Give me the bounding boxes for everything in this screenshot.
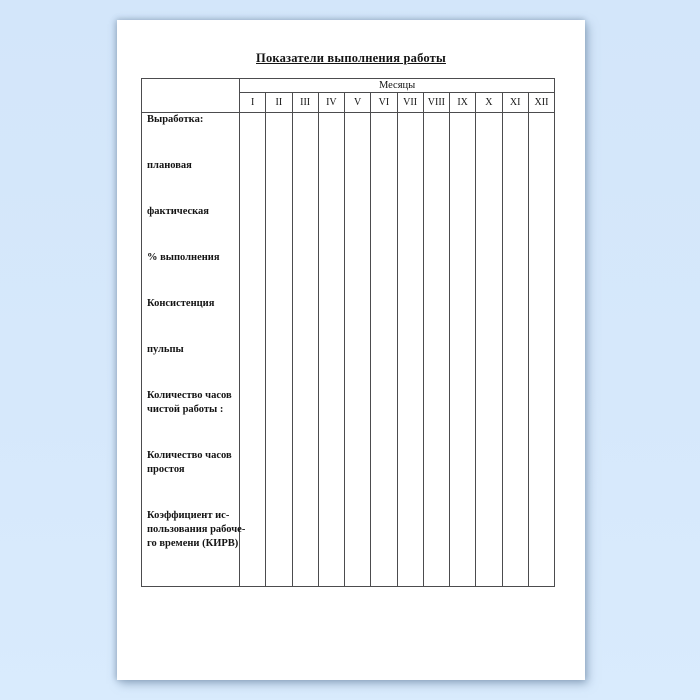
months-header-cell: Месяцы <box>240 79 555 93</box>
month-column-header: VIII <box>423 93 449 113</box>
month-data-cell <box>528 113 554 587</box>
row-label: Выработка: <box>147 114 204 125</box>
row-label: Коэффициент ис- пользования рабоче- го времени (КИРВ) <box>147 510 246 549</box>
row-label-header-cell <box>142 79 240 113</box>
month-column-header: XI <box>502 93 528 113</box>
document-page <box>117 20 585 680</box>
month-column-header: VI <box>371 93 397 113</box>
month-data-cell <box>450 113 476 587</box>
month-data-cell <box>502 113 528 587</box>
month-data-cell <box>318 113 344 587</box>
month-column-header: X <box>476 93 502 113</box>
row-label: Консистенция <box>147 298 215 309</box>
month-data-cell <box>423 113 449 587</box>
month-data-cell <box>371 113 397 587</box>
month-column-header: III <box>292 93 318 113</box>
month-column-header: V <box>345 93 371 113</box>
row-label: % выполнения <box>147 252 220 263</box>
month-data-cell <box>292 113 318 587</box>
document-title: Показатели выполнения работы <box>256 51 446 65</box>
months-header-row <box>142 79 555 93</box>
month-column-header: IV <box>318 93 344 113</box>
row-label: Количество часов чистой работы : <box>147 390 232 415</box>
table-body-row <box>142 113 555 587</box>
row-label: фактическая <box>147 206 209 217</box>
month-column-header: VII <box>397 93 423 113</box>
row-label: Количество часов простоя <box>147 450 232 475</box>
month-column-header: I <box>240 93 266 113</box>
month-data-cell <box>266 113 292 587</box>
row-label: пульпы <box>147 344 184 355</box>
row-labels-cell <box>142 113 246 587</box>
month-data-cell <box>397 113 423 587</box>
month-data-cell <box>240 113 266 587</box>
month-data-cell <box>345 113 371 587</box>
month-column-header: XII <box>528 93 554 113</box>
month-column-header: IX <box>450 93 476 113</box>
month-data-cell <box>476 113 502 587</box>
performance-table <box>141 78 555 587</box>
month-column-header: II <box>266 93 292 113</box>
row-label: плановая <box>147 160 192 171</box>
